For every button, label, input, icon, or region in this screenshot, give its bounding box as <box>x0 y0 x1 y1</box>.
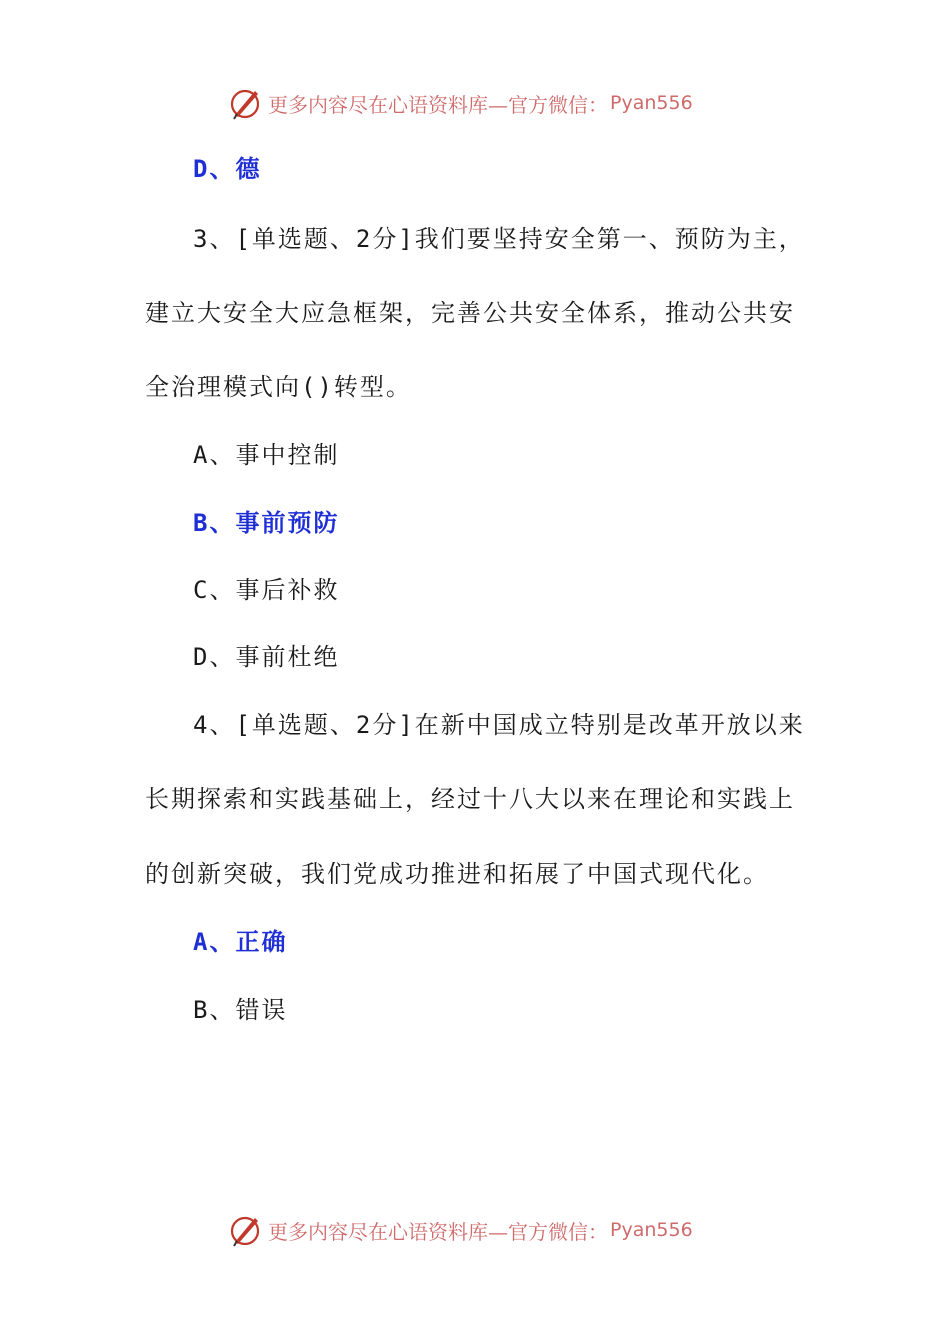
watermark-wechat-id: Pyan556 <box>610 92 693 114</box>
q4-option-a-correct: A、正确 <box>193 928 288 956</box>
quill-pen-circle-icon <box>228 85 264 121</box>
q3-option-a: A、事中控制 <box>193 441 340 469</box>
header-watermark <box>228 83 693 123</box>
quill-pen-circle-icon <box>228 1212 264 1248</box>
watermark-wechat-id: Pyan556 <box>610 1219 693 1241</box>
q4-stem-line-2: 长期探索和实践基础上，经过十八大以来在理论和实践上 <box>145 785 795 813</box>
q4-stem-line-1: 4、[单选题、2分]在新中国成立特别是改革开放以来 <box>193 711 805 739</box>
footer-watermark <box>228 1210 693 1250</box>
watermark-text: 更多内容尽在心语资料库—官方微信： <box>268 92 608 117</box>
q3-option-c: C、事后补救 <box>193 576 340 604</box>
q3-option-d: D、事前杜绝 <box>193 643 340 671</box>
watermark-text: 更多内容尽在心语资料库—官方微信： <box>268 1219 608 1244</box>
prev-question-option-d-correct: D、德 <box>193 155 262 183</box>
q3-stem-line-1: 3、[单选题、2分]我们要坚持安全第一、预防为主， <box>193 225 805 253</box>
q3-stem-line-2: 建立大安全大应急框架，完善公共安全体系，推动公共安 <box>145 299 795 327</box>
q3-option-b-correct: B、事前预防 <box>193 509 340 537</box>
q3-stem-line-3: 全治理模式向()转型。 <box>145 373 412 401</box>
q4-option-b: B、错误 <box>193 996 288 1024</box>
q4-stem-line-3: 的创新突破，我们党成功推进和拓展了中国式现代化。 <box>145 860 769 888</box>
